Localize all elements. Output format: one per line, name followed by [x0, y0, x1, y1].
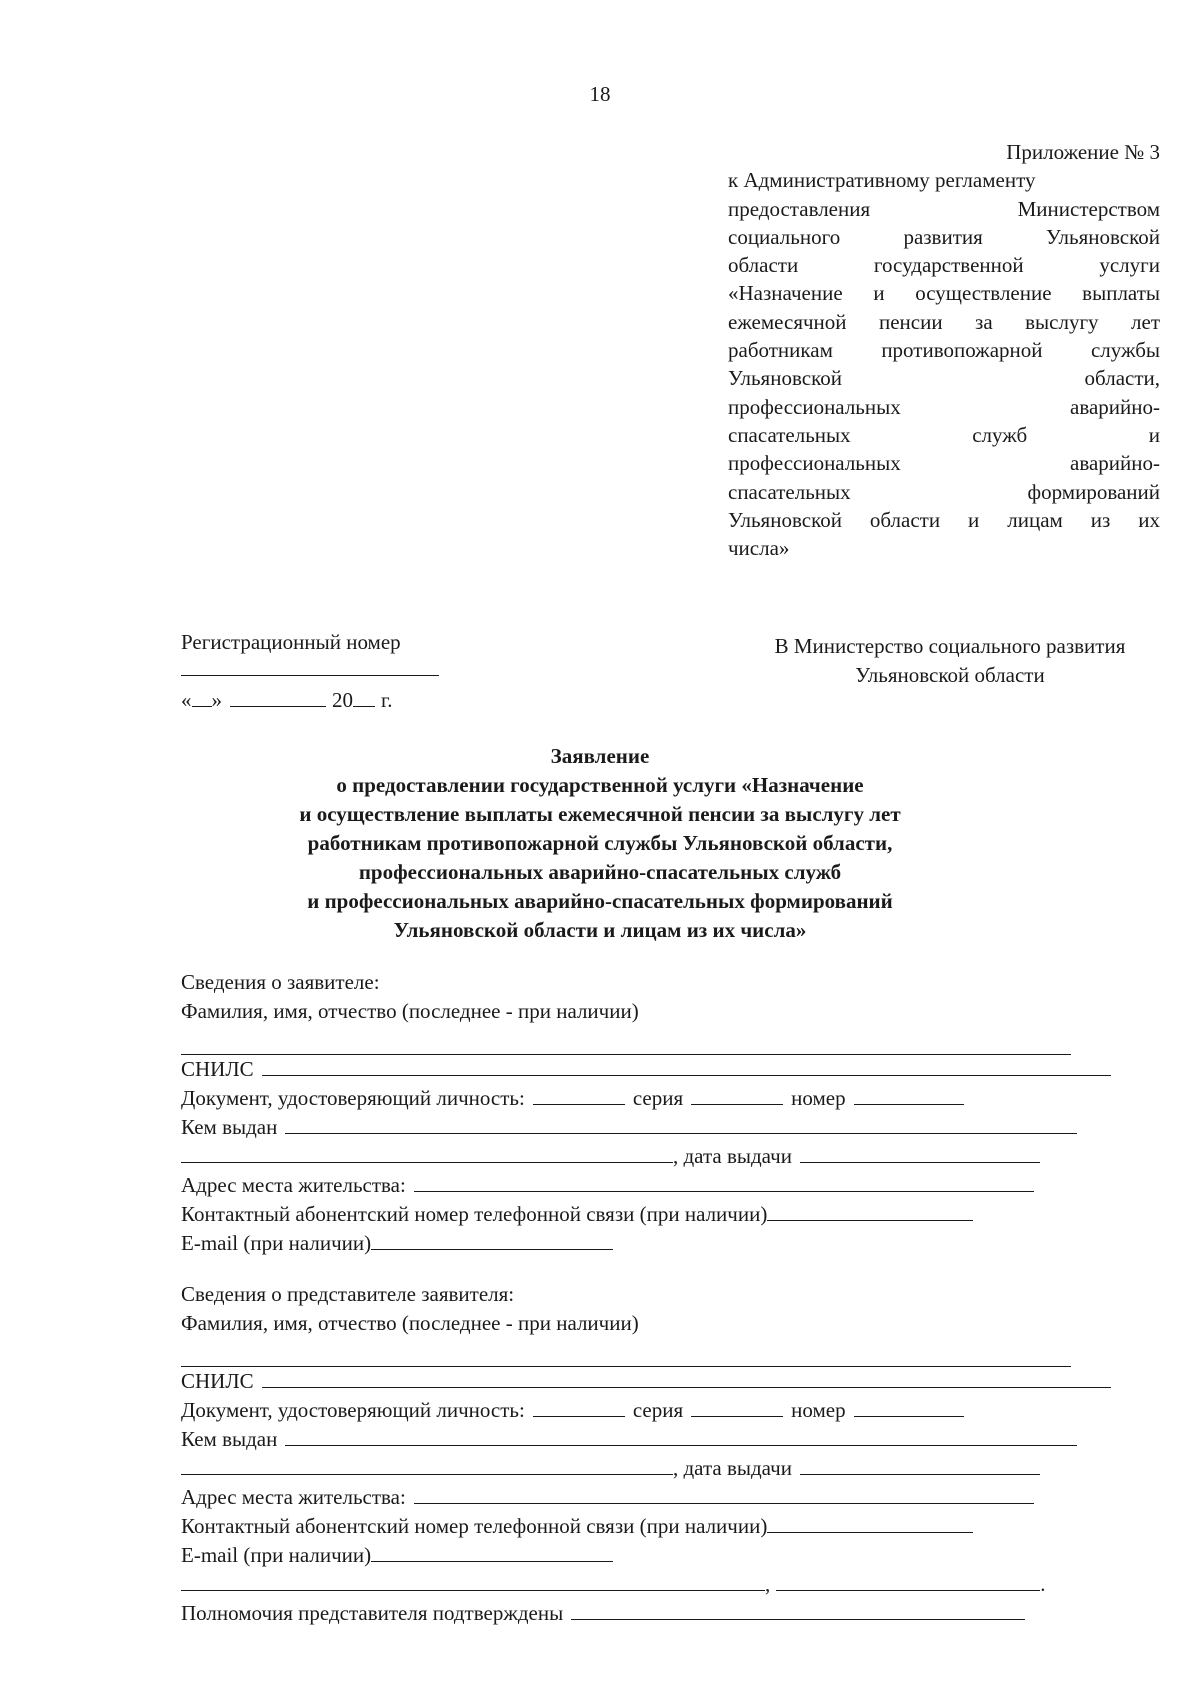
applicant-doc-row	[181, 1084, 1111, 1113]
representative-email-field[interactable]	[371, 1543, 613, 1562]
applicant-fio-field[interactable]	[181, 1026, 1071, 1055]
representative-series-field[interactable]	[691, 1398, 783, 1417]
appendix-line: работникам противопожарной службы	[728, 338, 1160, 363]
issued-by-label: Кем выдан	[181, 1115, 278, 1139]
representative-sign-row	[181, 1570, 1111, 1599]
representative-name-field[interactable]	[776, 1572, 1040, 1591]
appendix-line: спасательных формирований	[728, 479, 1160, 504]
phone-label: Контактный абонентский номер телефонной связи (при наличии)	[181, 1514, 768, 1538]
addressee-block	[745, 632, 1155, 690]
representative-email-row	[181, 1541, 1111, 1570]
applicant-snils-row	[181, 1055, 1111, 1084]
representative-address-row	[181, 1483, 1111, 1512]
year-prefix: 20	[332, 688, 353, 712]
applicant-issued-row	[181, 1113, 1111, 1142]
representative-number-field[interactable]	[854, 1398, 964, 1417]
powers-label: Полномочия представителя подтверждены	[181, 1601, 564, 1625]
appendix-line: Ульяновской области и лицам из их	[728, 507, 1160, 532]
appendix-line: спасательных служб и	[728, 422, 1160, 447]
applicant-issued-by-field[interactable]	[285, 1115, 1077, 1134]
day-field[interactable]	[192, 688, 212, 707]
representative-heading: Сведения о представителе заявителя:	[181, 1282, 515, 1306]
series-label: серия	[632, 1398, 684, 1422]
representative-phone-row	[181, 1512, 1111, 1541]
title-line: и профессиональных аварийно-спасательных формирований	[307, 889, 893, 913]
title-line: и осуществление выплаты ежемесячной пенсии за выслугу лет	[299, 802, 901, 826]
quote: »	[211, 688, 222, 712]
title-line: о предоставлении государственной услуги «Назначение	[336, 773, 864, 797]
representative-doc-row	[181, 1396, 1111, 1425]
appendix-line: области государственной услуги	[728, 253, 1160, 278]
snils-label: СНИЛС	[181, 1369, 254, 1393]
representative-powers-field[interactable]	[571, 1601, 1025, 1620]
applicant-series-field[interactable]	[691, 1086, 783, 1105]
representative-signature-field[interactable]	[181, 1572, 765, 1591]
applicant-number-field[interactable]	[854, 1086, 964, 1105]
appendix-line: ежемесячной пенсии за выслугу лет	[728, 309, 1160, 334]
registration-date	[181, 686, 439, 715]
number-label: номер	[791, 1086, 846, 1110]
issued-by-label: Кем выдан	[181, 1427, 278, 1451]
appendix-line: профессиональных аварийно-	[728, 451, 1160, 476]
applicant-phone-field[interactable]	[767, 1202, 973, 1221]
representative-powers-row	[181, 1599, 1111, 1628]
representative-issued-by-field[interactable]	[285, 1427, 1077, 1446]
representative-phone-field[interactable]	[767, 1514, 973, 1533]
applicant-email-field[interactable]	[371, 1231, 613, 1250]
representative-snils-row	[181, 1367, 1111, 1396]
registration-label: Регистрационный номер	[181, 630, 401, 654]
representative-snils-field[interactable]	[262, 1369, 1111, 1388]
addressee-line1: В Министерство социального развития	[774, 634, 1126, 658]
appendix-title: Приложение № 3	[1006, 140, 1160, 164]
title-line: работникам противопожарной службы Ульяновской области,	[307, 831, 893, 855]
series-label: серия	[632, 1086, 684, 1110]
appendix-line: предоставления Министерством	[728, 196, 1160, 221]
applicant-fio-label: Фамилия, имя, отчество (последнее - при наличии)	[181, 999, 639, 1023]
representative-fio-field[interactable]	[181, 1338, 1071, 1367]
title-heading: Заявление	[550, 744, 650, 768]
title-line: профессиональных аварийно-спасательных служб	[358, 860, 842, 884]
representative-fio-label: Фамилия, имя, отчество (последнее - при наличии)	[181, 1311, 639, 1335]
title-line: Ульяновской области и лицам из их числа»	[393, 918, 807, 942]
applicant-address-field[interactable]	[414, 1173, 1034, 1192]
year-suffix: г.	[381, 688, 393, 712]
representative-date-row	[181, 1454, 1111, 1483]
representative-issued-by-field-2[interactable]	[181, 1456, 673, 1475]
phone-label: Контактный абонентский номер телефонной связи (при наличии)	[181, 1202, 768, 1226]
doc-label: Документ, удостоверяющий личность:	[181, 1086, 525, 1110]
doc-label: Документ, удостоверяющий личность:	[181, 1398, 525, 1422]
address-label: Адрес места жительства:	[181, 1485, 406, 1509]
applicant-issue-date-field[interactable]	[800, 1144, 1040, 1163]
issue-date-label: , дата выдачи	[673, 1456, 792, 1480]
appendix-line: Ульяновской области,	[728, 366, 1160, 391]
applicant-issued-by-field-2[interactable]	[181, 1144, 673, 1163]
appendix-line: «Назначение и осуществление выплаты	[728, 281, 1160, 306]
appendix-line: профессиональных аварийно-	[728, 394, 1160, 419]
email-label: E-mail (при наличии)	[181, 1231, 372, 1255]
representative-section	[181, 1280, 1111, 1628]
appendix-line: к Административному регламенту	[728, 168, 1036, 193]
registration-block	[181, 628, 439, 715]
quote: «	[181, 688, 192, 712]
period: .	[1040, 1572, 1046, 1596]
number-label: номер	[791, 1398, 846, 1422]
email-label: E-mail (при наличии)	[181, 1543, 372, 1567]
representative-issue-date-field[interactable]	[800, 1456, 1040, 1475]
year-field[interactable]	[353, 688, 375, 707]
applicant-address-row	[181, 1171, 1111, 1200]
applicant-snils-field[interactable]	[262, 1057, 1111, 1076]
registration-number-field[interactable]	[181, 657, 439, 676]
page-number: 18	[589, 82, 611, 106]
applicant-section	[181, 968, 1111, 1287]
representative-address-field[interactable]	[414, 1485, 1034, 1504]
representative-doc-type-field[interactable]	[533, 1398, 625, 1417]
applicant-doc-type-field[interactable]	[533, 1086, 625, 1105]
representative-issued-row	[181, 1425, 1111, 1454]
comma: ,	[765, 1572, 771, 1596]
applicant-email-row	[181, 1229, 1111, 1258]
applicant-phone-row	[181, 1200, 1111, 1229]
document-title	[0, 742, 1200, 945]
appendix-block	[728, 138, 1160, 562]
issue-date-label: , дата выдачи	[673, 1144, 792, 1168]
month-field[interactable]	[230, 688, 326, 707]
appendix-line: социального развития Ульяновской	[728, 224, 1160, 249]
applicant-date-row	[181, 1142, 1111, 1171]
snils-label: СНИЛС	[181, 1057, 254, 1081]
address-label: Адрес места жительства:	[181, 1173, 406, 1197]
appendix-line: числа»	[728, 536, 790, 561]
applicant-heading: Сведения о заявителе:	[181, 970, 380, 994]
addressee-line2: Ульяновской области	[855, 663, 1045, 687]
